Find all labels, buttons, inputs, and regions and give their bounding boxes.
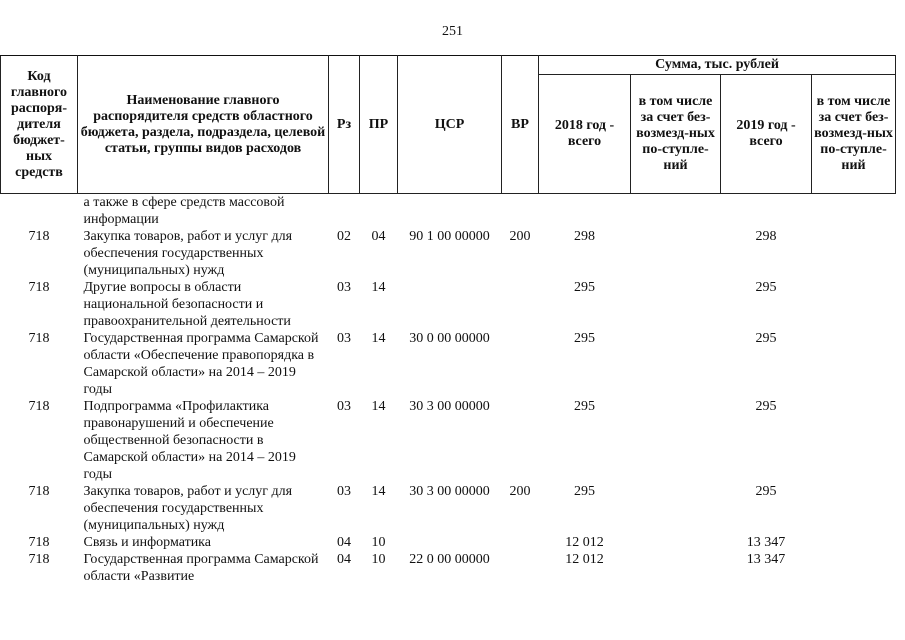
header-pr: ПР [360, 56, 398, 194]
table-row [1, 551, 896, 585]
cell-2019-total [721, 194, 812, 229]
cell-pr [360, 194, 398, 229]
cell-rz: 03 [337, 484, 351, 499]
cell-rz: 03 [337, 331, 351, 346]
cell-vr [502, 279, 539, 330]
cell-name: а также в сфере средств массовой информации [83, 195, 285, 227]
header-csr: ЦСР [398, 56, 502, 194]
table-row [1, 534, 896, 551]
page-number: 251 [442, 24, 463, 39]
header-sum-group: Сумма, тыс. рублей [539, 56, 896, 75]
cell-2018-grants [631, 534, 721, 551]
cell-code: 718 [28, 552, 50, 567]
cell-2019-grants [812, 279, 896, 330]
cell-pr: 10 [371, 552, 386, 567]
cell-2019-grants [812, 330, 896, 398]
cell-rz: 04 [337, 552, 351, 567]
cell-csr: 22 0 00 00000 [409, 552, 490, 567]
cell-vr: 200 [509, 484, 531, 499]
cell-2019-total: 13 347 [746, 552, 786, 567]
cell-code: 718 [28, 399, 50, 414]
cell-name: Другие вопросы в области национальной безопасности и правоохранительной деятельности [83, 280, 291, 329]
table-body [1, 194, 896, 586]
table-row [1, 398, 896, 483]
cell-pr: 14 [371, 399, 386, 414]
cell-2018-total: 295 [574, 399, 595, 414]
table-row [1, 483, 896, 534]
cell-rz: 04 [337, 535, 351, 550]
cell-2019-grants [812, 551, 896, 585]
table-row [1, 194, 896, 229]
cell-pr: 14 [371, 331, 386, 346]
cell-csr: 30 0 00 00000 [409, 331, 490, 346]
cell-pr: 04 [371, 229, 386, 244]
cell-2019-total: 298 [755, 229, 777, 244]
cell-name: Подпрограмма «Профилактика правонарушений и обеспечение общественной безопасности в Самарской области» на 2014 – 2019 годы [83, 399, 296, 482]
cell-pr: 10 [371, 535, 386, 550]
cell-code: 718 [28, 280, 50, 295]
cell-name: Государственная программа Самарской области «Развитие [83, 552, 319, 584]
cell-rz: 03 [337, 399, 351, 414]
cell-2019-grants [812, 194, 896, 229]
cell-code: 718 [28, 535, 50, 550]
cell-2018-total: 12 012 [565, 535, 604, 550]
cell-2018-total: 295 [574, 484, 595, 499]
cell-2019-total: 295 [755, 399, 777, 414]
cell-vr [502, 330, 539, 398]
cell-vr [502, 534, 539, 551]
cell-2018-grants [631, 194, 721, 229]
cell-csr: 90 1 00 00000 [409, 229, 490, 244]
header-2019-total: 2019 год - всего [721, 75, 812, 194]
header-name: Наименование главного распорядителя средств областного бюджета, раздела, подраздела, целевой статьи, группы видов расходов [78, 56, 329, 194]
table-row [1, 228, 896, 279]
cell-2019-grants [812, 228, 896, 279]
cell-2018-total [539, 194, 631, 229]
cell-vr [502, 398, 539, 483]
cell-2018-grants [631, 228, 721, 279]
header-2019-grants: в том числе за счет без-возмезд-ных по-ступле-ний [812, 75, 896, 194]
cell-2018-total: 298 [574, 229, 595, 244]
table-header [1, 56, 896, 194]
cell-rz: 02 [337, 229, 351, 244]
cell-2018-total: 295 [574, 331, 595, 346]
cell-2018-grants [631, 398, 721, 483]
cell-code: 718 [28, 229, 50, 244]
cell-rz [329, 194, 360, 229]
cell-vr: 200 [509, 229, 531, 244]
cell-pr: 14 [371, 280, 386, 295]
header-vr: ВР [502, 56, 539, 194]
cell-2018-grants [631, 279, 721, 330]
cell-csr: 30 3 00 00000 [409, 484, 490, 499]
cell-2019-total: 295 [755, 484, 777, 499]
cell-vr [502, 194, 539, 229]
header-2018-total: 2018 год - всего [539, 75, 631, 194]
cell-2019-grants [812, 398, 896, 483]
table-row [1, 330, 896, 398]
table-row [1, 279, 896, 330]
cell-2019-grants [812, 534, 896, 551]
cell-name: Связь и информатика [83, 535, 211, 550]
cell-code [1, 194, 78, 229]
cell-2018-grants [631, 483, 721, 534]
cell-2018-total: 295 [574, 280, 595, 295]
cell-2018-grants [631, 330, 721, 398]
cell-rz: 03 [337, 280, 351, 295]
budget-table [0, 55, 896, 585]
header-2018-grants: в том числе за счет без-возмезд-ных по-ступле-ний [631, 75, 721, 194]
cell-2019-total: 295 [755, 280, 777, 295]
cell-csr: 30 3 00 00000 [409, 399, 490, 414]
header-code: Код главного распоря-дителя бюджет-ных средств [1, 56, 78, 194]
cell-code: 718 [28, 331, 50, 346]
cell-csr [398, 194, 502, 229]
cell-2018-total: 12 012 [565, 552, 604, 567]
cell-2018-grants [631, 551, 721, 585]
cell-name: Закупка товаров, работ и услуг для обеспечения государственных (муниципальных) нужд [83, 484, 293, 533]
cell-2019-grants [812, 483, 896, 534]
cell-pr: 14 [371, 484, 386, 499]
cell-vr [502, 551, 539, 585]
cell-code: 718 [28, 484, 50, 499]
cell-name: Закупка товаров, работ и услуг для обеспечения государственных (муниципальных) нужд [83, 229, 293, 278]
cell-2019-total: 295 [755, 331, 777, 346]
cell-csr [398, 279, 502, 330]
cell-name: Государственная программа Самарской области «Обеспечение правопорядка в Самарской области» на 2014 – 2019 годы [83, 331, 319, 397]
cell-csr [398, 534, 502, 551]
header-rz: Рз [329, 56, 360, 194]
cell-2019-total: 13 347 [746, 535, 786, 550]
